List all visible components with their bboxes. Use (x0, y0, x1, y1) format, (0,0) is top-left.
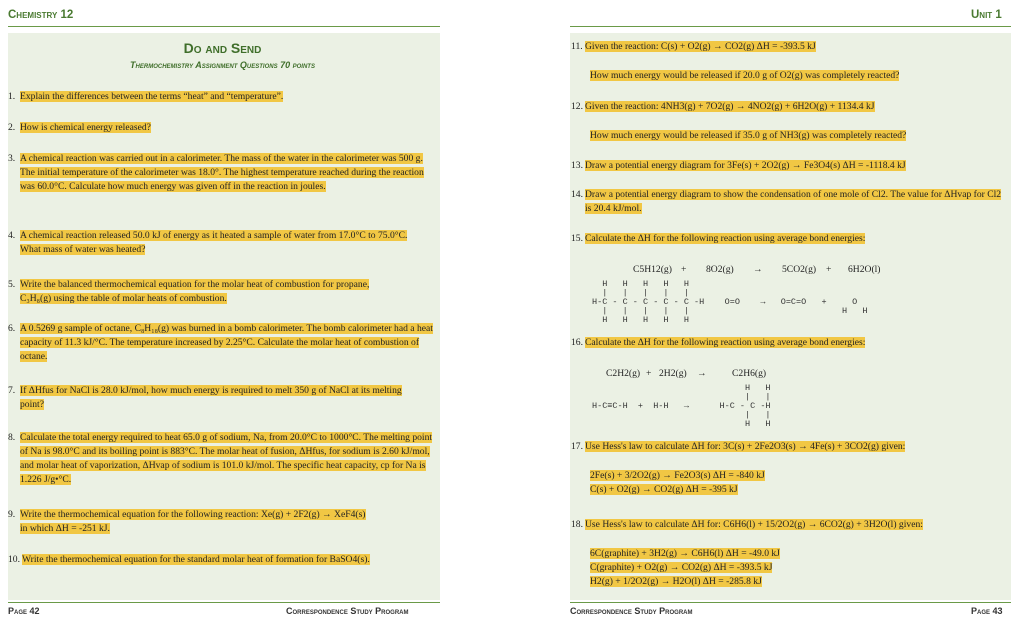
left-footer-rule (8, 602, 440, 603)
question-7: 7. If ΔHfus for NaCl is 28.0 kJ/mol, how much energy is required to melt 350 g of NaCl at its melting point? (8, 385, 402, 410)
right-header: Unit 1 (971, 9, 1002, 21)
left-footer-page: Page 42 (8, 606, 40, 616)
question-16: 16. Calculate the ΔH for the following reaction using average bond energies: (571, 337, 866, 348)
question-18: 18. Use Hess's law to calculate ΔH for: C6H6(l) + 15/2O2(g) → 6CO2(g) + 3H2O(l) given: (571, 519, 923, 530)
question-12: 12. Given the reaction: 4NH3(g) + 7O2(g) → 4NO2(g) + 6H2O(g) + 1134.4 kJ (571, 101, 875, 112)
left-footer-program: Correspondence Study Program (286, 606, 409, 616)
page-subtitle: Thermochemistry Assignment Questions 70 points (130, 60, 315, 70)
q15-product-1: 5CO2(g) (782, 264, 817, 275)
left-header: Chemistry 12 (8, 9, 74, 21)
left-header-rule (8, 26, 440, 27)
right-footer-page: Page 43 (971, 606, 1003, 616)
q15-reactant-1: C5H12(g) (633, 264, 672, 275)
question-5: 5. Write the balanced thermochemical equation for the molar heat of combustion for propane, C₃H₈(g) using the table of molar heats of combustion. (8, 279, 370, 304)
question-10: 10. Write the thermochemical equation for the standard molar heat of formation for BaSO4(s). (8, 554, 370, 565)
question-11: 11. Given the reaction: C(s) + O2(g) → CO2(g) ΔH = -393.5 kJ (571, 41, 816, 52)
question-17: 17. Use Hess's law to calculate ΔH for: 3C(s) + 2Fe2O3(s) → 4Fe(s) + 3CO2(g) given: (571, 441, 906, 452)
q16-product: C2H6(g) (732, 368, 767, 379)
question-11-sub: How much energy would be released if 20.0 g of O2(g) was completely reacted? (590, 70, 900, 81)
q16-reactant-1: C2H2(g) (606, 368, 641, 379)
q16-reactant-2: 2H2(g) (659, 368, 687, 379)
q15-plus-1: + (681, 264, 687, 275)
question-12-sub: How much energy would be released if 35.0 g of NH3(g) was completely reacted? (590, 130, 907, 141)
right-footer-program: Correspondence Study Program (570, 606, 693, 616)
q16-structural-formula: H H | | H-C≡C-H + H-H → H-C - C -H | | H H (592, 383, 771, 429)
question-4: 4. A chemical reaction released 50.0 kJ of energy as it heated a sample of water from 17.0°C to 75.0°C. What mass of water was heated? (8, 230, 408, 255)
q16-arrow: → (697, 368, 707, 379)
question-6: 6. A 0.5269 g sample of octane, C₈H₁₈(g) was burned in a bomb calorimeter. The bomb calorimeter had a heat capacity of 11.3 kJ/°C. The temperature increased by 2.25°C. Calculate the molar heat of combustion of octane. (8, 323, 433, 362)
question-17-given: 2Fe(s) + 3/2O2(g) → Fe2O3(s) ΔH = -840 kJ C(s) + O2(g) → CO2(g) ΔH = -395 kJ (590, 470, 765, 495)
q15-product-2: 6H2O(l) (848, 264, 881, 275)
page-title: Do and Send (183, 40, 262, 56)
question-8: 8. Calculate the total energy required to heat 65.0 g of sodium, Na, from 20.0°C to 1000°C. The melting point of Na is 98.0°C and its boiling point is 883°C. The molar heat of fusion, ΔHfus, for sodium is 2.60 kJ/mol, and molar heat of vaporization, ΔHvap of sodium is 101.0 kJ/mol. The specific heat capacity, cp for Na is 1.226 J/g•°C. (8, 432, 433, 485)
question-9: 9. Write the thermochemical equation for the following reaction: Xe(g) + 2F2(g) → XeF4(s) in which ΔH = -251 kJ. (8, 509, 366, 534)
q15-arrow: → (753, 264, 763, 275)
right-footer-rule (570, 602, 1011, 603)
q15-reactant-2: 8O2(g) (706, 264, 734, 275)
q15-plus-2: + (826, 264, 832, 275)
question-14: 14. Draw a potential energy diagram to show the condensation of one mole of Cl2. The value for ΔHvap for Cl2 is 20.4 kJ/mol. (571, 189, 1002, 214)
q16-plus: + (646, 368, 652, 379)
question-18-given: 6C(graphite) + 3H2(g) → C6H6(l) ΔH = -49.0 kJ C(graphite) + O2(g) → CO2(g) ΔH = -393.5 kJ H2(g) + 1/2O2(g) → H2O(l) ΔH = -285.8 kJ (590, 548, 780, 587)
question-13: 13. Draw a potential energy diagram for 3Fe(s) + 2O2(g) → Fe3O4(s) ΔH = -1118.4 kJ (571, 160, 906, 171)
left-page (0, 0, 445, 619)
right-header-rule (570, 26, 1011, 27)
q15-structural-formula: H H H H H | | | | | H-C - C - C - C - C -H O=O → O=C=O + O | | | | | H H H H H H H (592, 279, 868, 325)
question-2: 2. How is chemical energy released? (8, 122, 151, 133)
question-15: 15. Calculate the ΔH for the following reaction using average bond energies: (571, 233, 866, 244)
question-1: 1. Explain the differences between the terms “heat” and “temperature”. (8, 91, 284, 102)
question-3: 3. A chemical reaction was carried out in a calorimeter. The mass of the water in the calorimeter was 500 g. The initial temperature of the calorimeter was 18.0°. The highest temperature reached during the reaction was 60.0°C. Calculate how much energy was given off in the reaction in joules. (8, 153, 424, 192)
